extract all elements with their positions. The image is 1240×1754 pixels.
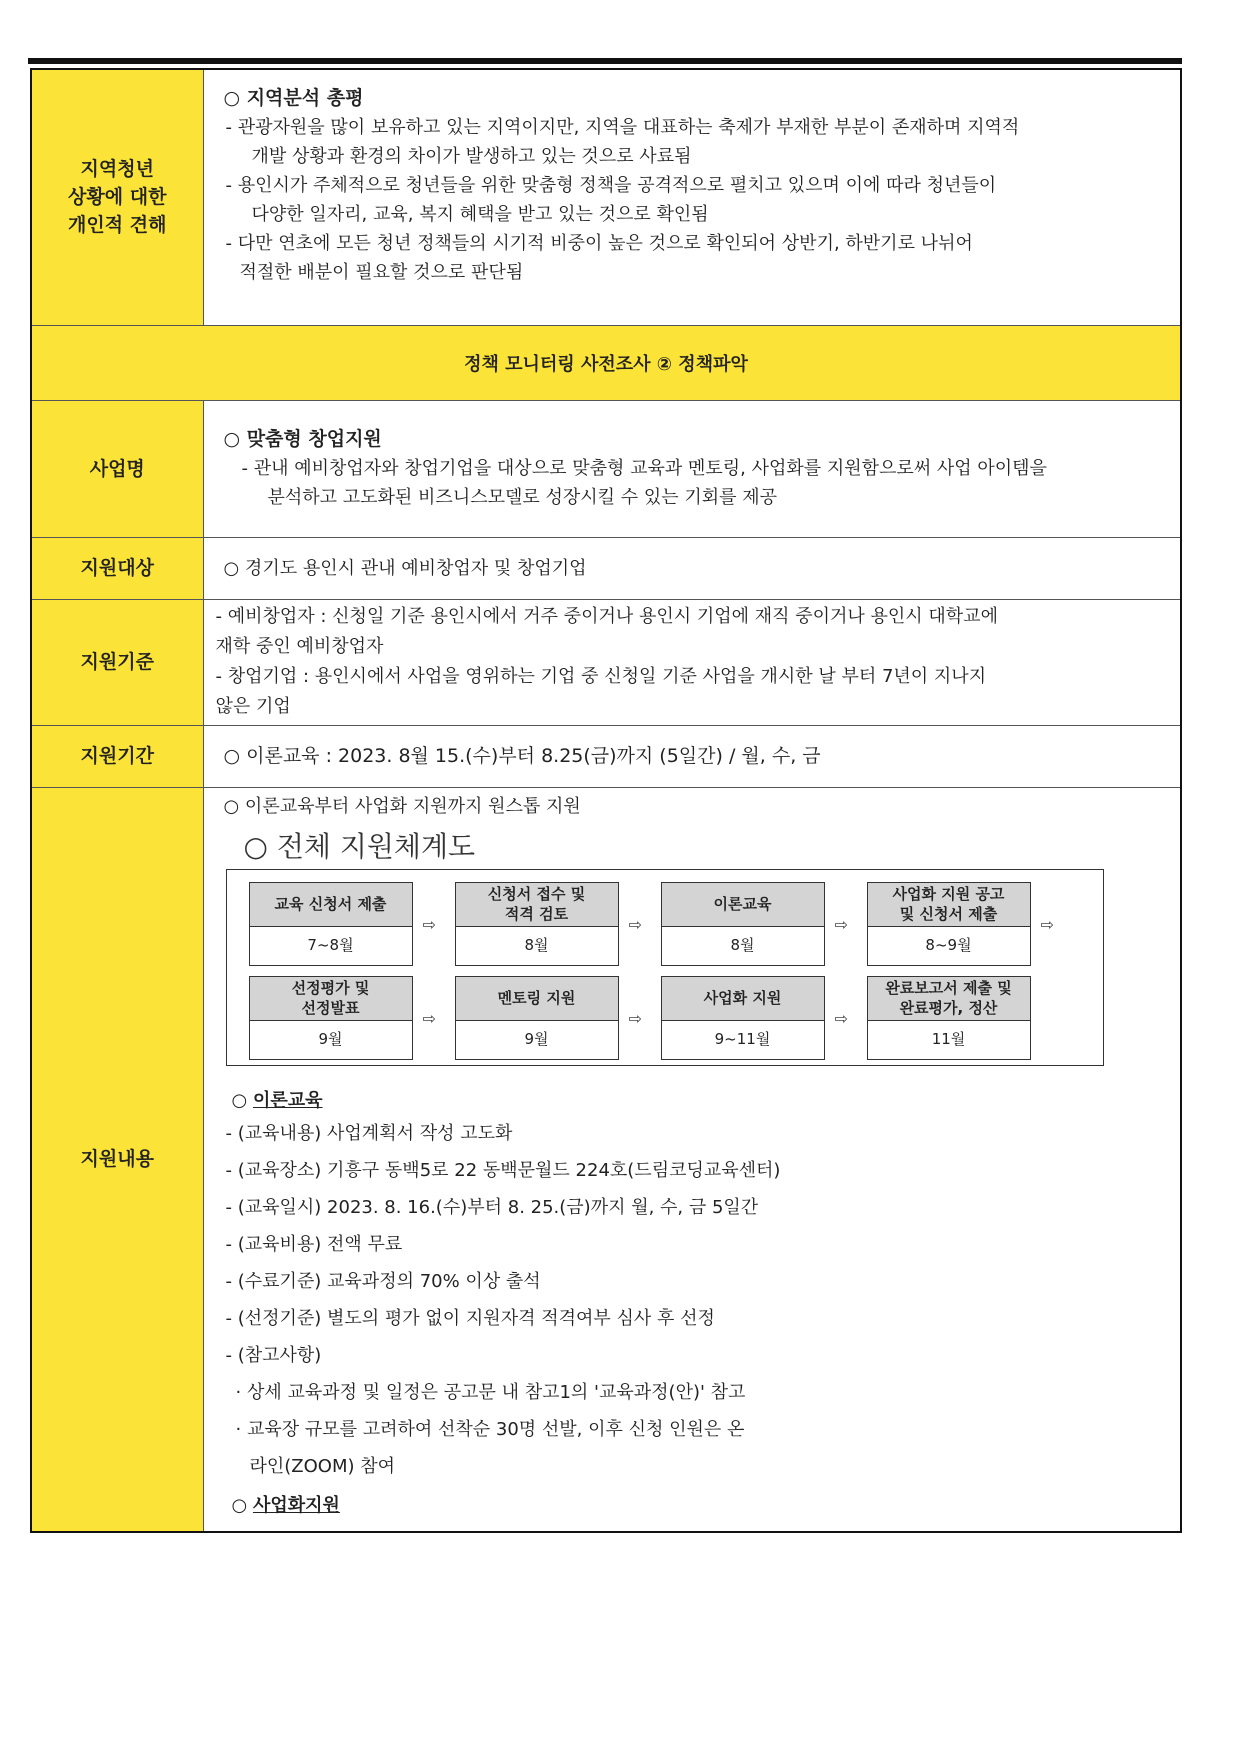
step-title: 이론교육 bbox=[662, 883, 824, 927]
step-period: 8월 bbox=[662, 927, 824, 965]
arrow-right-icon: ⇨ bbox=[628, 914, 642, 934]
bullet-circle: ○ bbox=[231, 1494, 248, 1516]
support-content bbox=[203, 787, 1181, 1532]
label-regional-view: 지역청년 상황에 대한 개인적 견해 bbox=[31, 69, 203, 325]
step-box bbox=[249, 976, 413, 1060]
arrow-right-icon: ⇨ bbox=[628, 1008, 642, 1028]
step-title: 사업화 지원 공고 및 신청서 제출 bbox=[868, 883, 1030, 927]
step-box bbox=[455, 976, 619, 1060]
top-rule bbox=[28, 58, 1182, 64]
section-banner: 정책 모니터링 사전조사 ② 정책파악 bbox=[31, 325, 1181, 400]
label-target: 지원대상 bbox=[31, 537, 203, 599]
theory-heading bbox=[204, 1086, 1171, 1115]
biz-title: 사업화지원 bbox=[252, 1494, 340, 1516]
arrow-right-icon: ⇨ bbox=[834, 914, 848, 934]
theory-title: 이론교육 bbox=[252, 1089, 323, 1111]
regional-line-4: 다양한 일자리, 교육, 복지 혜택을 받고 있는 것으로 확인됨 bbox=[251, 204, 709, 225]
step-period: 9월 bbox=[250, 1021, 412, 1059]
note-item: · 교육장 규모를 고려하여 선착순 30명 선발, 이후 신청 인원은 온 bbox=[235, 1418, 745, 1440]
step-title: 완료보고서 제출 및 완료평가, 정산 bbox=[868, 977, 1030, 1021]
theory-item: - (선정기준) 별도의 평가 없이 지원자격 적격여부 심사 후 선정 bbox=[225, 1307, 715, 1329]
business-line-2: 분석하고 고도화된 비즈니스모델로 성장시킬 수 있는 기회를 제공 bbox=[267, 487, 778, 508]
label-content: 지원내용 bbox=[31, 787, 203, 1532]
biz-heading bbox=[204, 1491, 1171, 1520]
period-text: ○ 이론교육 : 2023. 8월 15.(수)부터 8.25(금)까지 (5일간) / 월, 수, 금 bbox=[203, 725, 1181, 787]
arrow-right-icon: ⇨ bbox=[422, 914, 436, 934]
theory-list bbox=[204, 1115, 1171, 1485]
policy-table bbox=[30, 68, 1182, 1533]
criteria-line-2: 재학 중인 예비창업자 bbox=[215, 636, 384, 657]
step-box bbox=[867, 882, 1031, 966]
business-line-1: - 관내 예비창업자와 창업기업을 대상으로 맞춤형 교육과 멘토링, 사업화를 지원함으로써 사업 아이템을 bbox=[241, 458, 1047, 479]
step-title: 선정평가 및 선정발표 bbox=[250, 977, 412, 1021]
step-title: 교육 신청서 제출 bbox=[250, 883, 412, 927]
step-period: 11월 bbox=[868, 1021, 1030, 1059]
arrow-right-icon: ⇨ bbox=[834, 1008, 848, 1028]
step-box bbox=[867, 976, 1031, 1060]
step-box bbox=[661, 882, 825, 966]
criteria-content bbox=[203, 599, 1181, 725]
note-item: · 상세 교육과정 및 일정은 공고문 내 참고1의 '교육과정(안)' 참고 bbox=[235, 1381, 746, 1403]
criteria-line-3: - 창업기업 : 용인시에서 사업을 영위하는 기업 중 신청일 기준 사업을 개시한 날 부터 7년이 지나지 bbox=[215, 666, 987, 687]
target-text: ○ 경기도 용인시 관내 예비창업자 및 창업기업 bbox=[203, 537, 1181, 599]
theory-item: - (수료기준) 교육과정의 70% 이상 출석 bbox=[225, 1270, 541, 1292]
regional-heading: ○ 지역분석 총평 bbox=[223, 87, 364, 109]
theory-item: - (교육내용) 사업계획서 작성 고도화 bbox=[225, 1122, 513, 1144]
step-period: 7~8월 bbox=[250, 927, 412, 965]
step-period: 8월 bbox=[456, 927, 618, 965]
theory-item: - (참고사항) bbox=[225, 1344, 322, 1366]
step-box bbox=[661, 976, 825, 1060]
regional-line-1: - 관광자원을 많이 보유하고 있는 지역이지만, 지역을 대표하는 축제가 부재한 부분이 존재하며 지역적 bbox=[225, 117, 1020, 138]
support-system-diagram bbox=[226, 869, 1104, 1066]
step-period: 9월 bbox=[456, 1021, 618, 1059]
step-title: 멘토링 지원 bbox=[456, 977, 618, 1021]
label-period: 지원기간 bbox=[31, 725, 203, 787]
criteria-line-1: - 예비창업자 : 신청일 기준 용인시에서 거주 중이거나 용인시 기업에 재직 중이거나 용인시 대학교에 bbox=[215, 606, 998, 627]
label-criteria: 지원기준 bbox=[31, 599, 203, 725]
theory-item: - (교육일시) 2023. 8. 16.(수)부터 8. 25.(금)까지 월, 수, 금 5일간 bbox=[225, 1196, 759, 1218]
regional-line-3: - 용인시가 주체적으로 청년들을 위한 맞춤형 정책을 공격적으로 펼치고 있으며 이에 따라 청년들이 bbox=[225, 175, 997, 196]
regional-view-content bbox=[203, 69, 1181, 325]
theory-item: - (교육비용) 전액 무료 bbox=[225, 1233, 403, 1255]
step-title: 신청서 접수 및 적격 검토 bbox=[456, 883, 618, 927]
arrow-right-icon: ⇨ bbox=[422, 1008, 436, 1028]
step-box bbox=[249, 882, 413, 966]
business-heading: ○ 맞춤형 창업지원 bbox=[223, 428, 382, 450]
system-title: ○ 전체 지원체계도 bbox=[243, 829, 476, 863]
business-content bbox=[203, 400, 1181, 537]
regional-line-2: 개발 상황과 환경의 차이가 발생하고 있는 것으로 사료됨 bbox=[251, 146, 692, 167]
theory-item: - (교육장소) 기흥구 동백5로 22 동백문월드 224호(드림코딩교육센터) bbox=[225, 1159, 781, 1181]
step-period: 8~9월 bbox=[868, 927, 1030, 965]
step-title: 사업화 지원 bbox=[662, 977, 824, 1021]
content-intro: ○ 이론교육부터 사업화 지원까지 원스톱 지원 bbox=[223, 795, 581, 817]
step-box bbox=[455, 882, 619, 966]
label-business-name: 사업명 bbox=[31, 400, 203, 537]
arrow-right-icon: ⇨ bbox=[1040, 914, 1054, 934]
bullet-circle: ○ bbox=[231, 1089, 248, 1111]
regional-line-5: - 다만 연초에 모든 청년 정책들의 시기적 비중이 높은 것으로 확인되어 상반기, 하반기로 나뉘어 bbox=[225, 233, 973, 254]
criteria-line-4: 않은 기업 bbox=[215, 696, 291, 717]
note-item: 라인(ZOOM) 참여 bbox=[249, 1455, 396, 1477]
regional-line-6: 적절한 배분이 필요할 것으로 판단됨 bbox=[239, 262, 524, 283]
step-period: 9~11월 bbox=[662, 1021, 824, 1059]
